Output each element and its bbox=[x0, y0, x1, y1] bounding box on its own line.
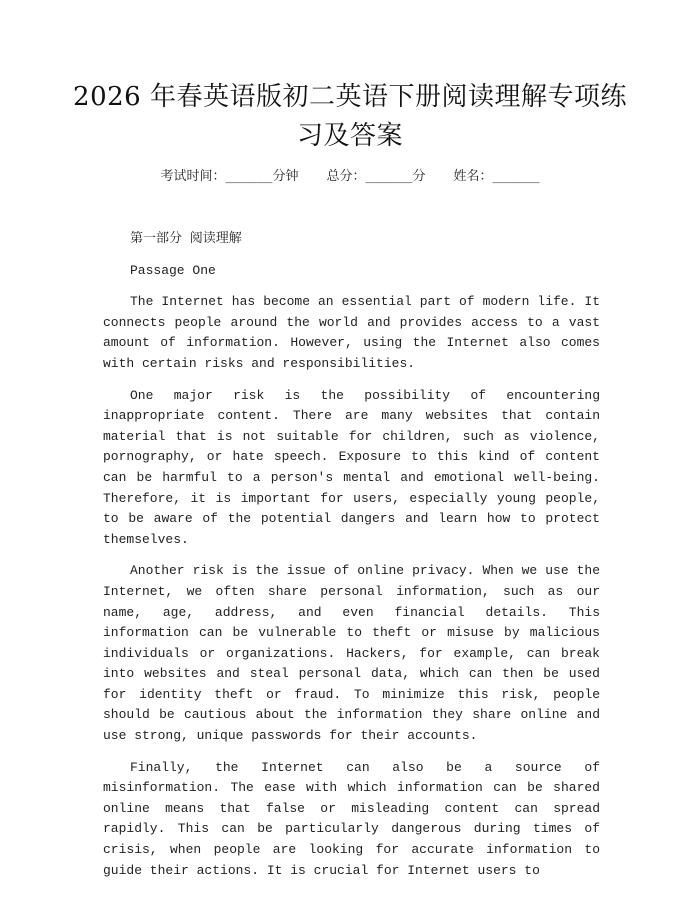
paragraph: Finally, the Internet can also be a source of misinformation. The ease with which information can be shared online means that false or misleading content can spread rapidly. This can be particularly dangerous during times of crisis, when people are looking for accurate information to guide their actions. It is crucial for Internet users to bbox=[103, 759, 600, 878]
paragraph: The Internet has become an essential part of modern life. It connects people around the world and provides access to a vast amount of information. However, using the Internet also comes with certain risks and responsibilities. bbox=[103, 294, 600, 371]
paragraph: Another risk is the issue of online privacy. When we use the Internet, we often share personal information, such as our name, age, address, and even financial details. This information can be vulnerable to theft or misuse by malicious individuals or organizations. Hackers, for example, can break into websites and steal personal data, which can then be used for identity theft or fraud. To minimize this risk, people should be cautious about the information they share online and use strong, unique passwords for their accounts. bbox=[103, 563, 600, 744]
exam-info-line bbox=[0, 167, 700, 187]
section-heading: 第一部分 阅读理解 bbox=[130, 231, 242, 246]
exam-time-field: 考试时间：______分钟 bbox=[160, 169, 299, 184]
document-body bbox=[103, 229, 600, 892]
exam-score-field: 总分：______分 bbox=[326, 169, 426, 184]
paragraph: One major risk is the possibility of encountering inappropriate content. There are many websites that contain material that is not suitable for children, such as violence, pornography, or hate speech. Exposure to this kind of content can be harmful to a person's mental and emotional well-being. Therefore, it is important for users, especially young people, to be aware of the potential dangers and learn how to protect themselves. bbox=[103, 387, 600, 547]
document-title: 2026 年春英语版初二英语下册阅读理解专项练习及答案 bbox=[73, 82, 627, 151]
passage-heading: Passage One bbox=[130, 262, 216, 278]
exam-name-field: 姓名：______ bbox=[453, 169, 540, 184]
